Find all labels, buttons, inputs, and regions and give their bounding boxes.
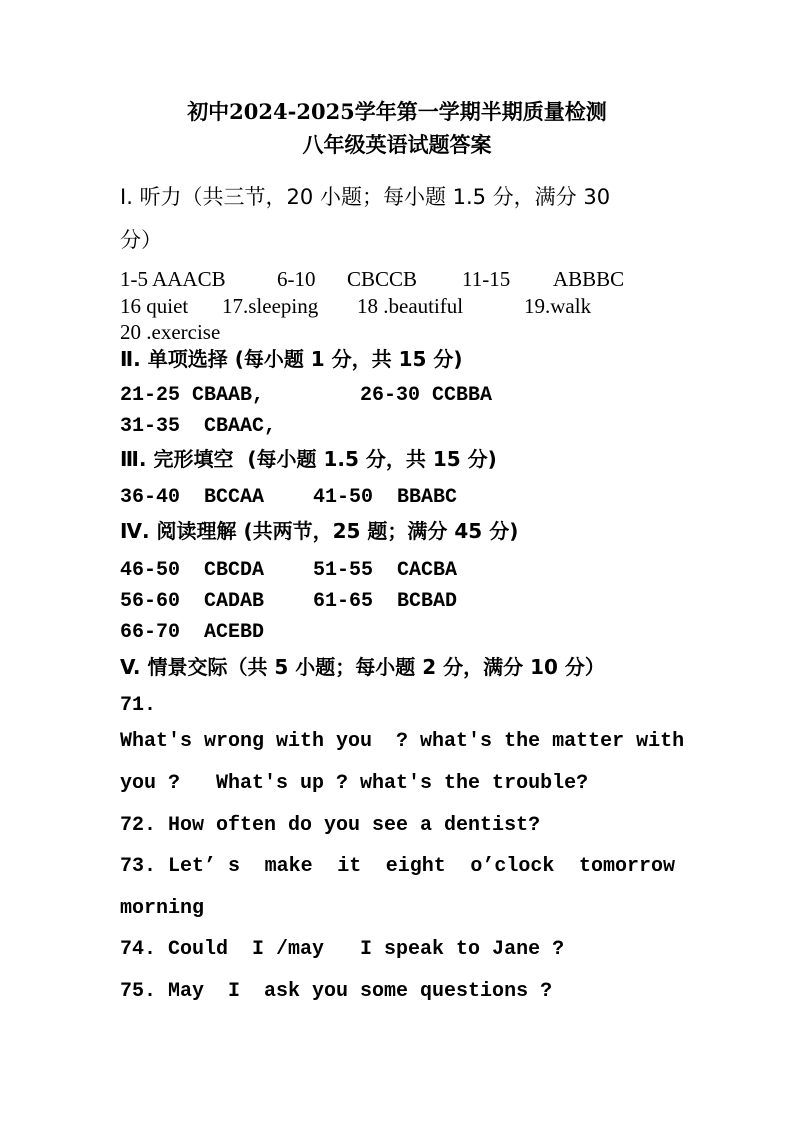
answer-73-line2: morning — [120, 897, 205, 920]
answer-51-55: 51-55 CACBA — [313, 559, 458, 582]
answer-11-15: ABBBC — [553, 267, 625, 291]
answer-41-50: 41-50 BBABC — [313, 486, 458, 509]
answer-26-30: 26-30 CCBBA — [360, 384, 493, 407]
answer-73-word: eight — [385, 855, 446, 878]
answer-17: 17.sleeping — [222, 294, 319, 318]
answer-73-word: make — [264, 855, 313, 878]
answer-1-5: 1-5 AAACB — [120, 267, 226, 291]
section-1-heading-cont: 分） — [120, 228, 162, 252]
answer-16: 16 quiet — [120, 294, 189, 318]
answer-73-word: tomorrow — [578, 855, 675, 878]
answer-74: 74. Could I /may I speak to Jane ? — [120, 938, 565, 961]
answer-21-25: 21-25 CBAAB, — [120, 384, 265, 407]
section-4-heading: Ⅳ. 阅读理解 (共两节，25 题；满分 45 分) — [120, 519, 519, 543]
answer-11-15-range: 11-15 — [462, 267, 511, 291]
answer-19: 19.walk — [524, 294, 592, 318]
answer-61-65: 61-65 BCBAD — [313, 590, 458, 613]
document-subtitle: 八年级英语试题答案 — [302, 132, 492, 157]
answer-73-word: o’clock — [470, 855, 555, 878]
answer-46-50: 46-50 CBCDA — [120, 559, 265, 582]
section-5-heading: V. 情景交际（共 5 小题；每小题 2 分，满分 10 分） — [120, 655, 605, 679]
section-2-heading: Ⅱ. 单项选择 (每小题 1 分，共 15 分) — [120, 347, 463, 371]
answer-73-line1 — [120, 855, 675, 878]
answer-71-line1: What's wrong with you ? what's the matter with — [120, 730, 685, 753]
answer-75: 75. May I ask you some questions ? — [120, 980, 553, 1003]
answer-66-70: 66-70 ACEBD — [120, 621, 265, 644]
answer-72: 72. How often do you see a dentist? — [120, 814, 541, 837]
answer-73-word: 73. Let’ s — [120, 855, 241, 878]
answer-6-10-range: 6-10 — [277, 267, 316, 291]
answer-56-60: 56-60 CADAB — [120, 590, 265, 613]
answer-18: 18 .beautiful — [357, 294, 464, 318]
answer-20: 20 .exercise — [120, 320, 221, 344]
question-71-number: 71. — [120, 694, 157, 717]
answer-73-word: it — [337, 855, 362, 878]
answer-31-35: 31-35 CBAAC, — [120, 415, 277, 438]
answer-36-40: 36-40 BCCAA — [120, 486, 265, 509]
answer-6-10: CBCCB — [347, 267, 418, 291]
section-3-heading: Ⅲ. 完形填空 (每小题 1.5 分，共 15 分) — [120, 447, 497, 471]
document-title: 初中2024-2025学年第一学期半期质量检测 — [187, 99, 607, 124]
answer-71-line2: you ? What's up ? what's the trouble? — [120, 772, 589, 795]
section-1-heading: Ⅰ. 听力（共三节，20 小题；每小题 1.5 分，满分 30 — [120, 185, 611, 209]
